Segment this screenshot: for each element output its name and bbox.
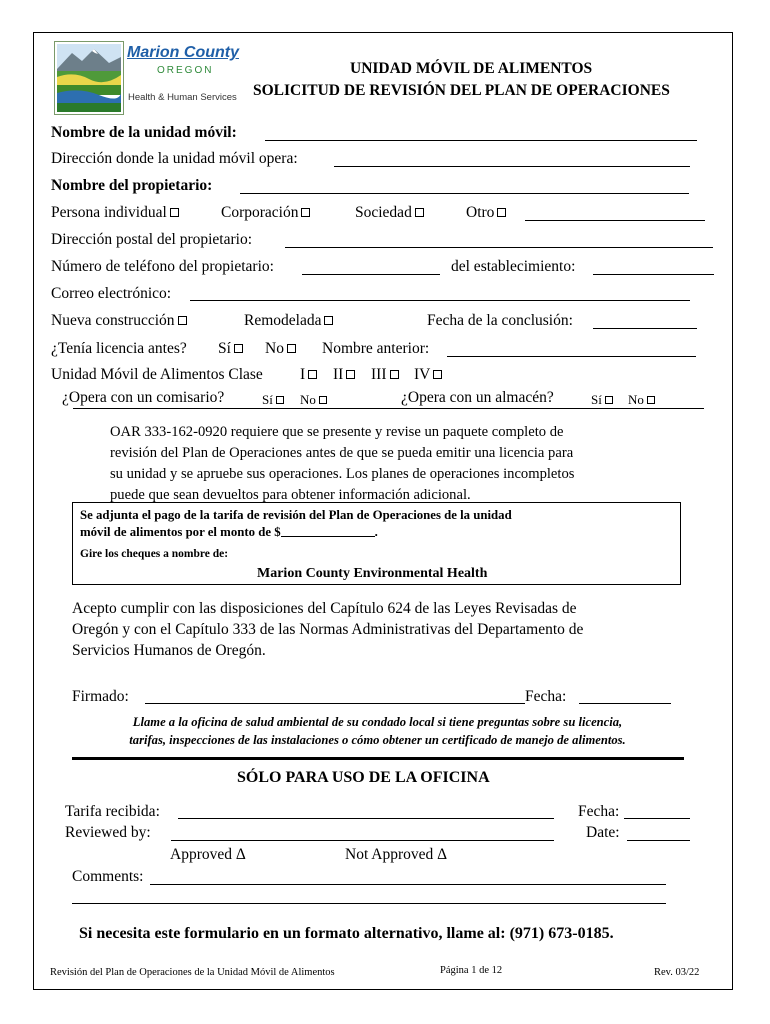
class-3-option[interactable] (371, 366, 399, 384)
class-3-checkbox[interactable] (390, 370, 399, 379)
help-note-line: tarifas, inspecciones de las instalaciones o cómo obtener un certificado de manejo de alimentos. (129, 733, 626, 747)
reviewed-by-label: Reviewed by: (65, 824, 151, 841)
logo-state: OREGON (157, 65, 214, 76)
oar-line: puede que sean devueltos para obtener información adicional. (110, 487, 471, 503)
prior-name-label: Nombre anterior: (322, 340, 430, 357)
footer-page-number: Página 1 de 12 (440, 965, 503, 976)
prior-license-yes[interactable] (218, 340, 243, 358)
new-construction-option[interactable] (51, 312, 187, 330)
warehouse-yes[interactable] (591, 392, 613, 408)
office-date-label: Date: (586, 824, 620, 841)
fee-line-2-suffix: . (374, 525, 378, 539)
landscape-logo-icon (54, 41, 124, 115)
commissary-yes-label: Sí (262, 392, 273, 407)
sociedad-label: Sociedad (355, 204, 412, 221)
new-construction-label: Nueva construcción (51, 312, 175, 329)
help-note (65, 713, 690, 749)
agreement-line: Acepto cumplir con las disposiciones del Capítulo 624 de las Leyes Revisadas de (72, 600, 577, 617)
address-field[interactable] (334, 166, 690, 167)
remodel-label: Remodelada (244, 312, 322, 329)
oar-line: OAR 333-162-0920 requiere que se presente y revise un paquete completo de (110, 424, 564, 440)
footer-left: Revisión del Plan de Operaciones de la Unidad Móvil de Alimentos (50, 967, 335, 978)
completion-date-label: Fecha de la conclusión: (427, 312, 573, 329)
logo-title: Marion County (127, 44, 239, 61)
warehouse-no-label: No (628, 392, 644, 407)
class-2-checkbox[interactable] (346, 370, 355, 379)
fee-received-label: Tarifa recibida: (65, 803, 160, 820)
not-approved-option[interactable]: Not Approved Δ (345, 846, 448, 863)
prior-license-yes-label: Sí (218, 340, 231, 357)
form-subtitle: SOLICITUD DE REVISIÓN DEL PLAN DE OPERACIONES (253, 82, 670, 99)
fee-line-2 (80, 525, 378, 540)
signature-label: Firmado: (72, 688, 129, 705)
new-construction-checkbox[interactable] (178, 316, 187, 325)
comments-label: Comments: (72, 868, 144, 885)
oar-paragraph (110, 422, 670, 506)
fee-line-3: Gire los cheques a nombre de: (80, 548, 229, 560)
approved-option[interactable]: Approved Δ (170, 846, 246, 863)
class-2-option[interactable] (333, 366, 355, 384)
sociedad-checkbox[interactable] (415, 208, 424, 217)
commissary-no-label: No (300, 392, 316, 407)
reviewed-by-field[interactable] (171, 840, 554, 841)
commissary-no-checkbox[interactable] (319, 396, 327, 404)
unit-name-field[interactable] (265, 140, 697, 141)
prior-license-no[interactable] (265, 340, 296, 358)
agreement-line: Oregón y con el Capítulo 333 de las Normas Administrativas del Departamento de (72, 621, 584, 638)
class-4-option[interactable] (414, 366, 442, 384)
class-4-checkbox[interactable] (433, 370, 442, 379)
class-1-option[interactable] (300, 366, 317, 384)
fee-received-field[interactable] (178, 818, 554, 819)
persona-option[interactable] (51, 204, 179, 222)
class-4-label: IV (414, 366, 431, 383)
agreement-line: Servicios Humanos de Oregón. (72, 642, 266, 659)
help-note-line: Llame a la oficina de salud ambiental de su condado local si tiene preguntas sobre su licencia, (132, 715, 623, 729)
oar-line: revisión del Plan de Operaciones antes de que se pueda emitir una licencia para (110, 445, 574, 461)
establishment-label: del establecimiento: (451, 258, 576, 275)
otro-checkbox[interactable] (497, 208, 506, 217)
fee-payment-box (72, 502, 681, 585)
phone-label: Número de teléfono del propietario: (51, 258, 274, 275)
corporacion-checkbox[interactable] (301, 208, 310, 217)
comments-field[interactable] (150, 884, 666, 885)
commissary-question: ¿Opera con un comisario? (62, 389, 225, 406)
fee-amount-field[interactable] (281, 525, 375, 537)
postal-field[interactable] (285, 247, 713, 248)
office-fecha-label: Fecha: (578, 803, 620, 820)
corporacion-option[interactable] (221, 204, 310, 222)
establishment-field[interactable] (593, 274, 714, 275)
warehouse-yes-checkbox[interactable] (605, 396, 613, 404)
class-3-label: III (371, 366, 387, 383)
address-label: Dirección donde la unidad móvil opera: (51, 150, 298, 167)
prior-license-no-label: No (265, 340, 284, 357)
otro-label: Otro (466, 204, 495, 221)
persona-checkbox[interactable] (170, 208, 179, 217)
oar-line: su unidad y se apruebe sus operaciones. Los planes de operaciones incompletos (110, 466, 575, 482)
class-1-label: I (300, 366, 306, 383)
marion-county-logo (54, 41, 249, 117)
warehouse-yes-label: Sí (591, 392, 602, 407)
commissary-yes[interactable] (262, 392, 284, 408)
sociedad-option[interactable] (355, 204, 424, 222)
commissary-yes-checkbox[interactable] (276, 396, 284, 404)
class-1-checkbox[interactable] (308, 370, 317, 379)
owner-name-field[interactable] (240, 193, 689, 194)
logo-dept: Health & Human Services (128, 92, 237, 103)
signature-field[interactable] (145, 703, 525, 704)
email-label: Correo electrónico: (51, 285, 172, 302)
form-title: UNIDAD MÓVIL DE ALIMENTOS (350, 60, 593, 77)
owner-name-label: Nombre del propietario: (51, 177, 213, 194)
otro-option[interactable] (466, 204, 506, 222)
footer-revision: Rev. 03/22 (654, 967, 700, 978)
class-2-label: II (333, 366, 344, 383)
otro-field[interactable] (525, 220, 705, 221)
email-field[interactable] (190, 300, 690, 301)
office-date-field[interactable] (627, 840, 690, 841)
payee-name: Marion County Environmental Health (257, 566, 488, 581)
corporacion-label: Corporación (221, 204, 299, 221)
postal-label: Dirección postal del propietario: (51, 231, 253, 248)
phone-field[interactable] (302, 274, 440, 275)
class-label: Unidad Móvil de Alimentos Clase (51, 366, 263, 383)
warehouse-no[interactable] (628, 392, 655, 408)
alt-format-notice: Si necesita este formulario en un formato alternativo, llame al: (971) 673-0185. (79, 925, 614, 942)
warehouse-question: ¿Opera con un almacén? (401, 389, 554, 406)
prior-license-yes-checkbox[interactable] (234, 344, 243, 353)
section-divider (73, 408, 704, 409)
prior-name-field[interactable] (447, 356, 696, 357)
signature-date-field[interactable] (579, 703, 671, 704)
persona-label: Persona individual (51, 204, 167, 221)
warehouse-no-checkbox[interactable] (647, 396, 655, 404)
signature-date-label: Fecha: (525, 688, 567, 705)
prior-license-question: ¿Tenía licencia antes? (51, 340, 187, 357)
remodel-checkbox[interactable] (324, 316, 333, 325)
agreement-paragraph (72, 598, 682, 661)
unit-name-label: Nombre de la unidad móvil: (51, 124, 237, 141)
office-heading: SÓLO PARA USO DE LA OFICINA (237, 769, 490, 786)
comments-field-line-2[interactable] (72, 903, 666, 904)
office-fecha-field[interactable] (624, 818, 690, 819)
commissary-no[interactable] (300, 392, 327, 408)
fee-line-2-prefix: móvil de alimentos por el monto de $ (80, 525, 281, 539)
completion-date-field[interactable] (593, 328, 697, 329)
remodel-option[interactable] (244, 312, 333, 330)
fee-line-1: Se adjunta el pago de la tarifa de revisión del Plan de Operaciones de la unidad (80, 508, 512, 522)
office-divider (72, 757, 684, 760)
prior-license-no-checkbox[interactable] (287, 344, 296, 353)
